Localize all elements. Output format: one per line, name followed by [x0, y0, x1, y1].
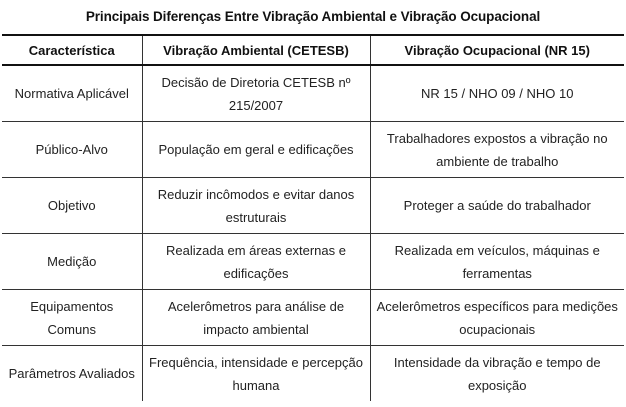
table-row: [2, 122, 624, 178]
table-row: [2, 290, 624, 346]
ambiental-cell: População em geral e edificações: [142, 122, 370, 178]
table-row: [2, 346, 624, 402]
header-caracteristica: Característica: [2, 35, 142, 65]
table-row: [2, 178, 624, 234]
header-vibracao-ambiental: Vibração Ambiental (CETESB): [142, 35, 370, 65]
row-label: Objetivo: [2, 178, 142, 234]
ambiental-cell: Realizada em áreas externas e edificações: [142, 234, 370, 290]
table-title: Principais Diferenças Entre Vibração Ambiental e Vibração Ocupacional: [85, 9, 541, 24]
row-label: Parâmetros Avaliados: [8, 366, 135, 381]
row-label: Equipamentos Comuns: [2, 290, 142, 346]
row-label: Medição: [2, 234, 142, 290]
table-row: [2, 234, 624, 290]
table-row: [2, 65, 624, 122]
ambiental-cell: Decisão de Diretoria CETESB nº 215/2007: [142, 65, 370, 122]
ocupacional-cell: Realizada em veículos, máquinas e ferramentas: [370, 234, 624, 290]
ocupacional-cell: NR 15 / NHO 09 / NHO 10: [370, 65, 624, 122]
header-row: [2, 35, 624, 65]
header-vibracao-ocupacional: Vibração Ocupacional (NR 15): [370, 35, 624, 65]
ambiental-cell: Frequência, intensidade e percepção humana: [142, 346, 370, 402]
row-label: Normativa Aplicável: [2, 65, 142, 122]
comparison-table: [2, 34, 624, 401]
ocupacional-cell: Intensidade da vibração e tempo de exposição: [370, 346, 624, 402]
ocupacional-cell: Acelerômetros específicos para medições ocupacionais: [370, 290, 624, 346]
ambiental-cell: Acelerômetros para análise de impacto ambiental: [142, 290, 370, 346]
ocupacional-cell: Trabalhadores expostos a vibração no ambiente de trabalho: [370, 122, 624, 178]
ambiental-cell: Reduzir incômodos e evitar danos estruturais: [142, 178, 370, 234]
ocupacional-cell: Proteger a saúde do trabalhador: [370, 178, 624, 234]
row-label: Público-Alvo: [2, 122, 142, 178]
